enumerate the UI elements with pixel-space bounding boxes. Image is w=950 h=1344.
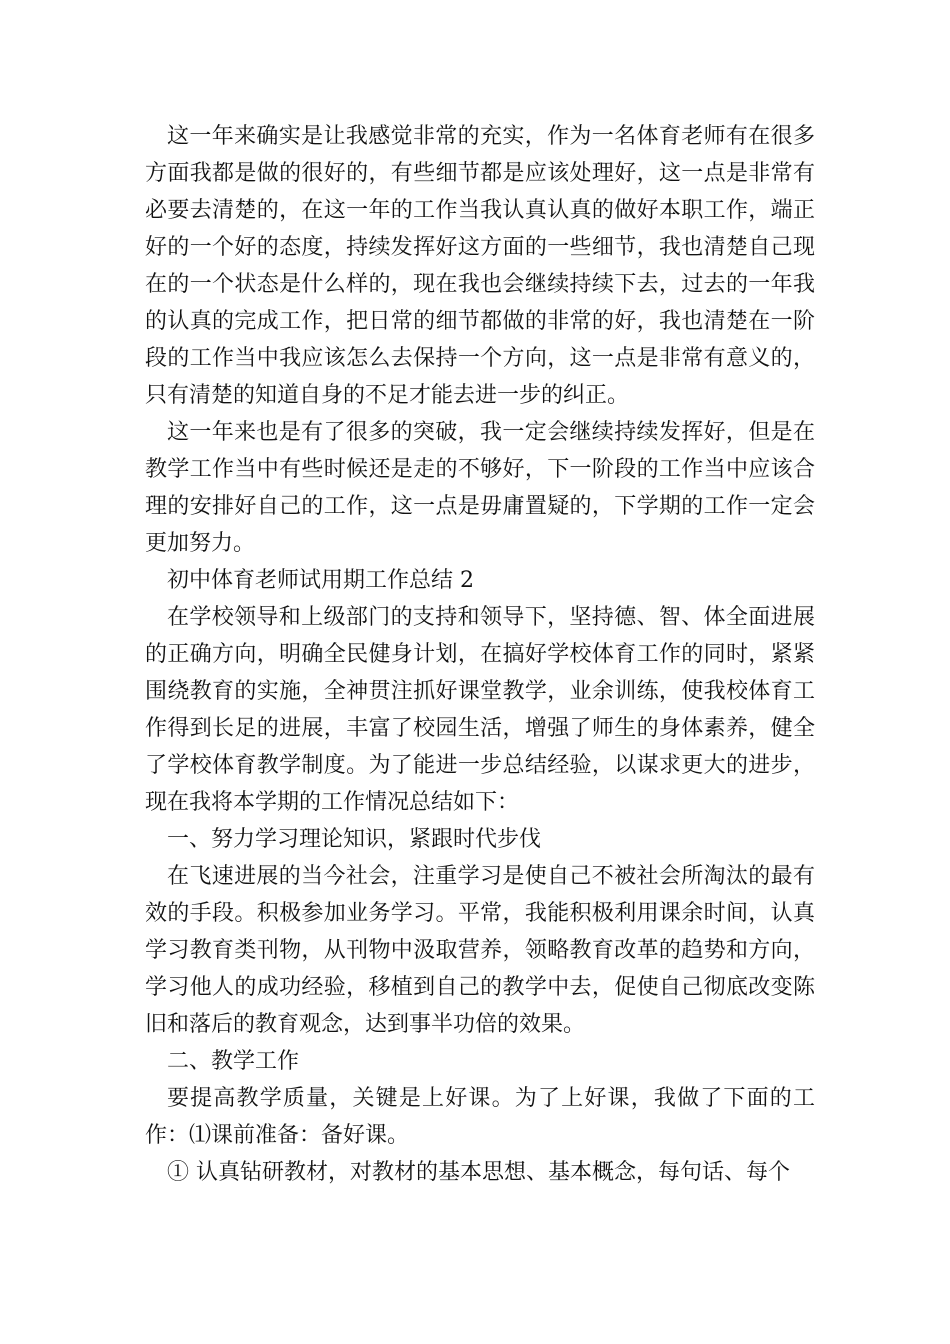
paragraph-2: 这一年来也是有了很多的突破，我一定会继续持续发挥好，但是在教学工作当中有些时候还是走的不够好，下一阶段的工作当中应该合理的安排好自己的工作，这一点是毋庸置疑的，下学期的工作一定会更加努力。 [145, 420, 815, 556]
intro-paragraph: 在学校领导和上级部门的支持和领导下，坚持德、智、体全面进展的正确方向，明确全民健身计划，在搞好学校体育工作的同时，紧紧围绕教育的实施，全神贯注抓好课堂教学，业余训练，使我校体育工作得到长足的进展，丰富了校园生活，增强了师生的身体素养，健全了学校体育教学制度。为了能进一步总结经验，以谋求更大的进步，现在我将本学期的工作情况总结如下： [145, 605, 815, 815]
section-1-paragraph: 在飞速进展的当今社会，注重学习是使自己不被社会所淘汰的最有效的手段。积极参加业务学习。平常，我能积极利用课余时间，认真学习教育类刊物，从刊物中汲取营养，领略教育改革的趋势和方向，学习他人的成功经验，移植到自己的教学中去，促使自己彻底改变陈旧和落后的教育观念，达到事半功倍的效果。 [145, 864, 815, 1037]
list-item-1: ① 认真钻研教材，对教材的基本思想、基本概念，每句话、每个 [167, 1160, 790, 1185]
section-2-heading: 二、教学工作 [167, 1049, 300, 1074]
section-title-2: 初中体育老师试用期工作总结 2 [167, 568, 474, 593]
document-body [145, 118, 815, 1191]
paragraph-1: 这一年来确实是让我感觉非常的充实，作为一名体育老师有在很多方面我都是做的很好的，有些细节都是应该处理好，这一点是非常有必要去清楚的，在这一年的工作当我认真认真的做好本职工作，端正好的一个好的态度，持续发挥好这方面的一些细节，我也清楚自己现在的一个状态是什么样的，现在我也会继续持续下去，过去的一年我的认真的完成工作，把日常的细节都做的非常的好，我也清楚在一阶段的工作当中我应该怎么去保持一个方向，这一点是非常有意义的，只有清楚的知道自身的不足才能去进一步的纠正。 [145, 124, 815, 408]
section-1-heading: 一、努力学习理论知识，紧跟时代步伐 [167, 827, 542, 852]
section-2-paragraph: 要提高教学质量，关键是上好课。为了上好课，我做了下面的工作：⑴课前准备：备好课。 [145, 1086, 815, 1148]
